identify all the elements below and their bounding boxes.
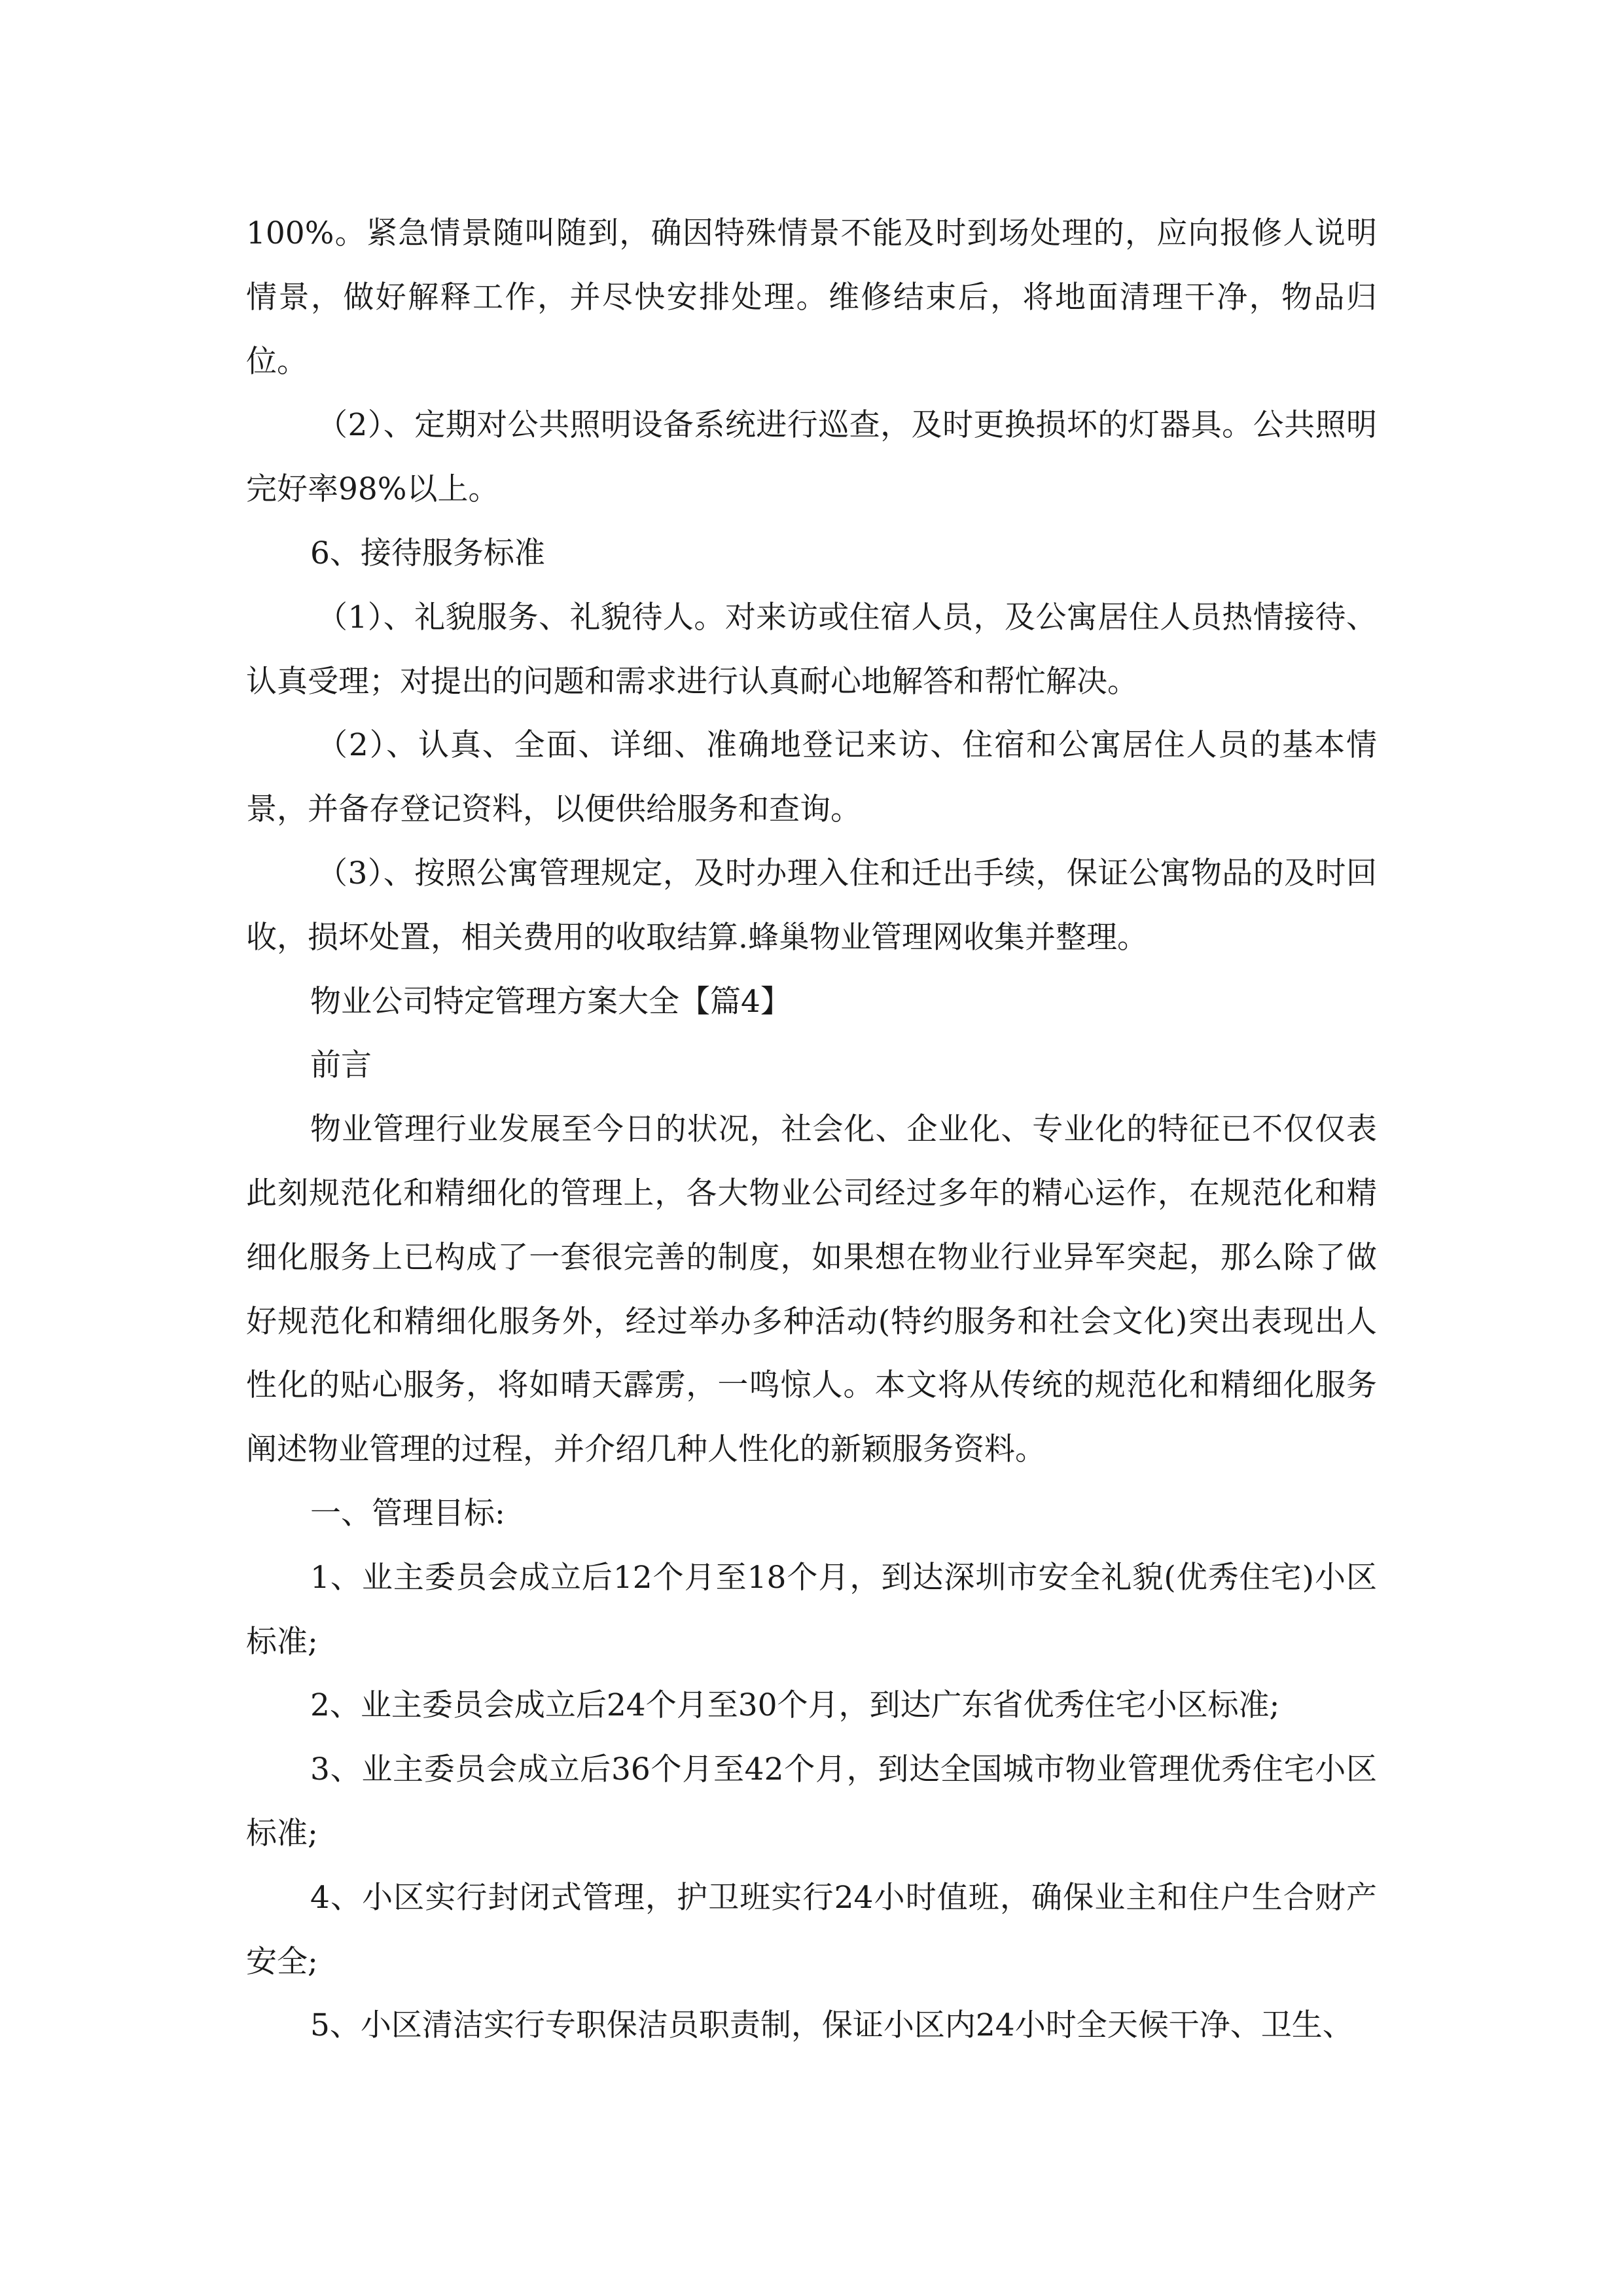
goal-item: 2、业主委员会成立后24个月至30个月，到达广东省优秀住宅小区标准; — [310, 1687, 1280, 1724]
goal-item: 3、业主委员会成立后36个月至42个月，到达全国城市物业管理优秀住宅小区标准; — [246, 1751, 1377, 1852]
paragraph-check-in-out: （3）、按照公寓管理规定，及时办理入住和迁出手续，保证公寓物品的及时回收，损坏处置，相关费用的收取结算.蜂巢物业管理网收集并整理。 — [246, 855, 1377, 956]
preface-heading: 前言 — [310, 1047, 372, 1084]
paragraph-lighting-inspection: （2）、定期对公共照明设备系统进行巡查，及时更换损坏的灯器具。公共照明完好率98%以上。 — [246, 407, 1377, 508]
paragraph-registration: （2）、认真、全面、详细、准确地登记来访、住宿和公寓居住人员的基本情景，并备存登记资料，以便供给服务和查询。 — [246, 727, 1377, 828]
document-body — [246, 202, 1377, 2058]
article-title: 物业公司特定管理方案大全【篇4】 — [310, 983, 791, 1020]
paragraph-continuation: 100%。紧急情景随叫随到，确因特殊情景不能及时到场处理的，应向报修人说明情景，做好解释工作，并尽快安排处理。维修结束后，将地面清理干净，物品归位。 — [246, 215, 1377, 380]
goal-item: 5、小区清洁实行专职保洁员职责制，保证小区内24小时全天候干净、卫生、 — [310, 2007, 1353, 2044]
section-heading-reception: 6、接待服务标准 — [310, 535, 545, 571]
management-goals-heading: 一、管理目标: — [310, 1495, 505, 1532]
preface-paragraph: 物业管理行业发展至今日的状况，社会化、企业化、专业化的特征已不仅仅表此刻规范化和精细化的管理上，各大物业公司经过多年的精心运作，在规范化和精细化服务上已构成了一套很完善的制度，如果想在物业行业异军突起，那么除了做好规范化和精细化服务外，经过举办多种活动(特约服务和社会文化)突出表现出人性化的贴心服务，将如晴天霹雳，一鸣惊人。本文将从传统的规范化和精细化服务阐述物业管理的过程，并介绍几种人性化的新颖服务资料。 — [246, 1111, 1377, 1468]
goal-item: 4、小区实行封闭式管理，护卫班实行24小时值班，确保业主和住户生合财产安全; — [246, 1879, 1377, 1980]
goal-item: 1、业主委员会成立后12个月至18个月，到达深圳市安全礼貌(优秀住宅)小区标准; — [246, 1559, 1377, 1660]
paragraph-courteous-service: （1）、礼貌服务、礼貌待人。对来访或住宿人员，及公寓居住人员热情接待、认真受理；对提出的问题和需求进行认真耐心地解答和帮忙解决。 — [246, 599, 1377, 700]
